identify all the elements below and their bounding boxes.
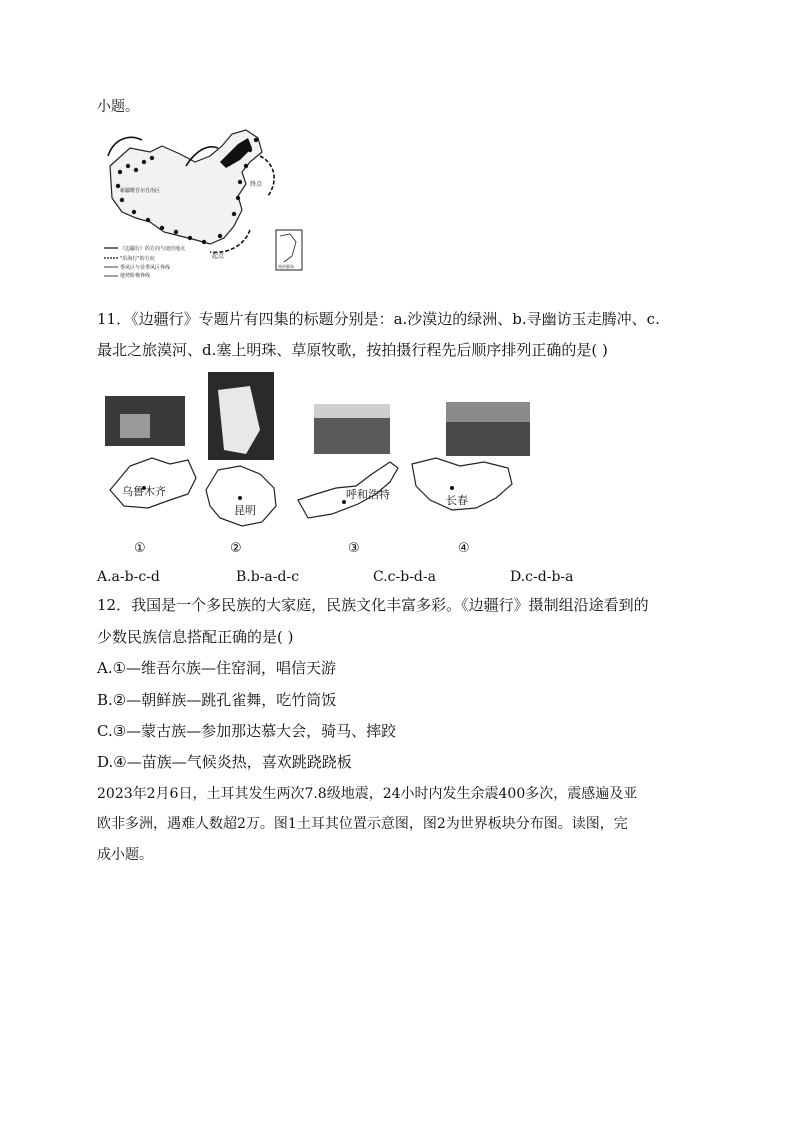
q11-line-2: 最北之旅漠河、d.塞上明珠、草原牧歌，按拍摄行程先后顺序排列正确的是( ) bbox=[97, 341, 608, 359]
map-legend bbox=[104, 245, 186, 278]
q11-option-d[interactable]: D.c-d-b-a bbox=[510, 569, 574, 585]
figure-number-2: ② bbox=[230, 541, 242, 556]
city-label-1: 乌鲁木齐 bbox=[122, 485, 166, 498]
q12-option-d[interactable]: D.④—苗族—气候炎热，喜欢跳跷跷板 bbox=[97, 753, 352, 771]
q12-option-c[interactable]: C.③—蒙古族—参加那达慕大会，骑马、摔跤 bbox=[97, 722, 397, 740]
passage-line-2: 欧非多洲，遇难人数超2万。图1土耳其位置示意图，图2为世界板块分布图。读图，完 bbox=[97, 816, 628, 832]
q11-option-c[interactable]: C.c-b-d-a bbox=[373, 569, 436, 585]
route-arrow-east bbox=[260, 156, 274, 196]
q12-option-a[interactable]: A.①—维吾尔族—住窑洞，唱信天游 bbox=[97, 659, 337, 677]
legend-item-terrain: 地势阶梯界线 bbox=[120, 273, 151, 278]
photo-1-detail bbox=[120, 414, 150, 438]
figure-number-4: ④ bbox=[458, 541, 470, 556]
legend-item-coastal: "沿海行"的方向 bbox=[120, 256, 155, 262]
passage-line-1: 2023年2月6日，土耳其发生两次7.8级地震，24小时内发生余震400多次，震感遍及亚 bbox=[97, 786, 638, 802]
passage-line-3: 成小题。 bbox=[97, 847, 153, 863]
city-label-2: 昆明 bbox=[234, 504, 256, 517]
map-label-start: 起点 bbox=[212, 253, 225, 260]
q12-line-2: 少数民族信息搭配正确的是( ) bbox=[97, 628, 294, 646]
map-label-end: 终点 bbox=[250, 181, 263, 188]
legend-item-route: 《边疆行》的方向与途径地点 bbox=[120, 246, 186, 252]
city-label-3: 呼和浩特 bbox=[346, 488, 390, 501]
province-outline-2 bbox=[206, 466, 276, 526]
map-label-xinjiang: 新疆维吾尔自治区 bbox=[120, 188, 161, 194]
figure-number-3: ③ bbox=[348, 541, 360, 556]
q11-line-1: 11．《边疆行》专题片有四集的标题分别是：a.沙漠边的绿洲、b.寻幽访玉走腾冲、c. bbox=[97, 310, 660, 328]
photo-3-sky bbox=[314, 404, 390, 418]
city-dot-4 bbox=[450, 486, 454, 490]
figure-number-1: ① bbox=[134, 541, 146, 556]
q11-option-a[interactable]: A.a-b-c-d bbox=[97, 569, 160, 585]
legend-item-monsoon: 季风区与非季风区界线 bbox=[120, 265, 171, 271]
q12-option-b[interactable]: B.②—朝鲜族—跳孔雀舞，吃竹筒饭 bbox=[97, 691, 337, 709]
q11-option-b[interactable]: B.b-a-d-c bbox=[236, 569, 300, 585]
province-outline-1 bbox=[110, 458, 196, 508]
intro-tail: 小题。 bbox=[97, 99, 139, 115]
city-label-4: 长春 bbox=[446, 494, 468, 507]
city-dot-2 bbox=[238, 496, 242, 500]
china-route-map bbox=[100, 126, 312, 278]
inset-label: 南沙群岛 bbox=[278, 264, 294, 269]
q12-line-1: 12．我国是一个多民族的大家庭，民族文化丰富多彩。《边疆行》摄制组沿途看到的 bbox=[97, 596, 649, 614]
photo-4-sky bbox=[446, 402, 530, 422]
province-figures bbox=[100, 370, 550, 560]
